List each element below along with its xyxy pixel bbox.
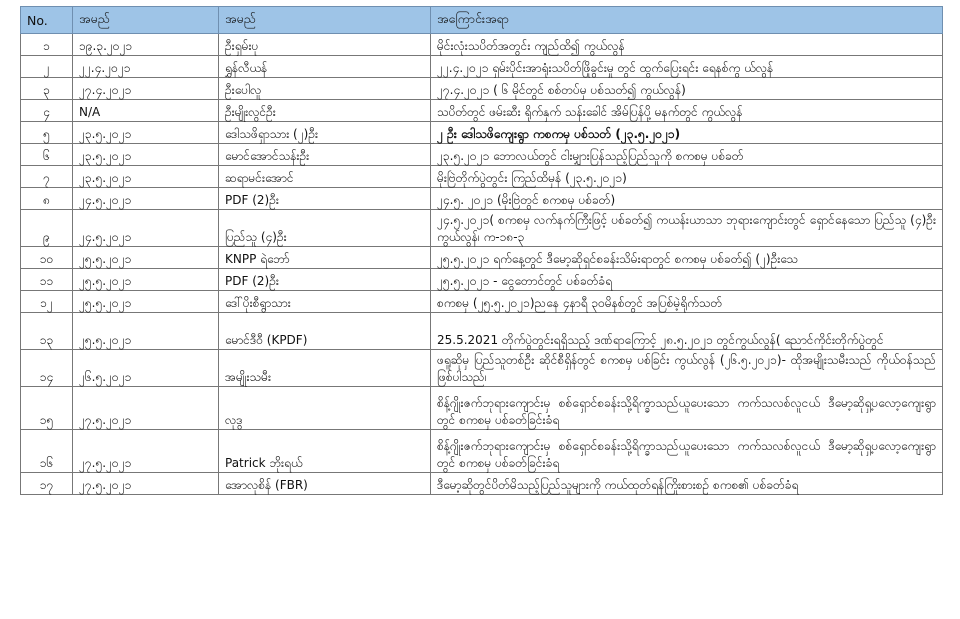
table-row <box>21 430 943 473</box>
table-row <box>21 247 943 269</box>
table-row <box>21 122 943 144</box>
table-row <box>21 100 943 122</box>
cell-no: ၁၂ <box>21 291 73 313</box>
header-description: အကြောင်းအရာ <box>431 7 943 34</box>
table-row <box>21 78 943 100</box>
cell-date: ၁၉.၃.၂၀၂၁ <box>73 34 219 56</box>
cell-description: ဒီမော့ဆိုတွင်ပိတ်မိသည့်ပြည်သူများကို ကယ်ထုတ်ရန်ကြိုးစားစဥ် စကစ၏ ပစ်ခတ်ခံရ <box>431 473 943 495</box>
cell-no: ၁၅ <box>21 387 73 430</box>
table-row <box>21 387 943 430</box>
cell-date: ၂၅.၅.၂၀၂၁ <box>73 269 219 291</box>
cell-no: ၁ <box>21 34 73 56</box>
cell-no: ၅ <box>21 122 73 144</box>
cell-description: ၂၄.၅. ၂၀၂၁ (မိုးဗြဲတွင် စကစမှ ပစ်ခတ်) <box>431 188 943 210</box>
cell-date: ၂၆.၅.၂၀၂၁ <box>73 350 219 387</box>
cell-description: ၂၂.၄.၂၀၂၁ ရှမ်းပိုင်းအာရုံးသပိတ်ဖြိုခွင်းမှု တွင် ထွက်ပြေးရင်း ရေနစ်ကွ ယ်လွန် <box>431 56 943 78</box>
table-header-row <box>21 7 943 34</box>
cell-no: ၁၇ <box>21 473 73 495</box>
cell-description: မိုးဗြဲတိုက်ပွဲတွင်း ကြည်ထိမှန် (၂၃.၅.၂၀၂၁) <box>431 166 943 188</box>
cell-description: စကစမှ (၂၅.၅.၂၀၂၁)ညနေ ၄နာရီ ၃၀မိနစ်တွင် အပြစ်မဲ့ရိုက်သတ် <box>431 291 943 313</box>
cell-name: လုဒွ <box>219 387 431 430</box>
cell-no: ၁၆ <box>21 430 73 473</box>
cell-description: သပိတ်တွင် ဖမ်းဆီး ရိုက်နှက် သန်းခေါင် အိမ်ပြန်ပို့ မနက်တွင် ကွယ်လွန် <box>431 100 943 122</box>
cell-no: ၁၃ <box>21 313 73 350</box>
table-row <box>21 473 943 495</box>
table-row <box>21 188 943 210</box>
cell-date: ၂၇.၅.၂၀၂၁ <box>73 473 219 495</box>
table-row <box>21 210 943 247</box>
cell-name: ဆရာမင်းအောင် <box>219 166 431 188</box>
cell-date: ၂၅.၅.၂၀၂၁ <box>73 291 219 313</box>
cell-date: ၂၇.၄.၂၀၂၁ <box>73 78 219 100</box>
table-row <box>21 313 943 350</box>
table-row <box>21 269 943 291</box>
cell-name: ဦးပေါလူ <box>219 78 431 100</box>
cell-description: ၂၃.၅.၂၀၂၁ ဘောလယ်တွင် ငါးမျှားပြန်သည့်ပြည်သူကို စကစမှ ပစ်ခတ် <box>431 144 943 166</box>
cell-description: ၂၅.၅.၂၀၂၁ - ငွေတောင်တွင် ပစ်ခတ်ခံရ <box>431 269 943 291</box>
cell-description: ၂၇.၄.၂၀၂၁ ( ၆ မိုင်တွင် စစ်တပ်မှ ပစ်သတ်၍ ကွယ်လွန်) <box>431 78 943 100</box>
header-date: အမည် <box>73 7 219 34</box>
cell-name: ဒေါ်ပိုးစီရွာသား <box>219 291 431 313</box>
cell-date: ၂၅.၅.၂၀၂၁ <box>73 247 219 269</box>
cell-name: PDF (2)ဦး <box>219 188 431 210</box>
cell-description: မိုင်းလုံးသပိတ်အတွင်း ကျည်ထိ၍ ကွယ်လွန် <box>431 34 943 56</box>
cell-no: ၃ <box>21 78 73 100</box>
cell-no: ၈ <box>21 188 73 210</box>
cell-date: N/A <box>73 100 219 122</box>
cell-name: အောလုစိန် (FBR) <box>219 473 431 495</box>
cell-name: မောင်ဒီဝီ (KPDF) <box>219 313 431 350</box>
cell-date: ၂၇.၅.၂၀၂၁ <box>73 430 219 473</box>
cell-no: ၁၀ <box>21 247 73 269</box>
table-row <box>21 291 943 313</box>
table-row <box>21 34 943 56</box>
cell-name: ဒေါသဖိရှာသား (၂)ဦး <box>219 122 431 144</box>
cell-no: ၁၁ <box>21 269 73 291</box>
cell-name: အမျိုးသမီး <box>219 350 431 387</box>
cell-name: ဦးရှမ်းပု <box>219 34 431 56</box>
cell-name: PDF (2)ဦး <box>219 269 431 291</box>
cell-description: ၂၅.၅.၂၀၂၁ ရက်နေ့တွင် ဒီမော့ဆိုရှင်စခန်းသိမ်းရာတွင် စကစမှ ပစ်ခတ်၍ (၂)ဦးသေ <box>431 247 943 269</box>
table-row <box>21 56 943 78</box>
cell-name: KNPP ရဲဘော် <box>219 247 431 269</box>
cell-name: ပြည်သူ (၄)ဦး <box>219 210 431 247</box>
cell-no: ၄ <box>21 100 73 122</box>
cell-no: ၆ <box>21 144 73 166</box>
header-no: No. <box>21 7 73 34</box>
cell-date: ၂၃.၅.၂၀၂၁ <box>73 166 219 188</box>
cell-description: 25.5.2021 တိုက်ပွဲတွင်းရရှိသည့် ဒဏ်ရာကြောင့် ၂၈.၅.၂၀၂၁ တွင်ကွယ်လွန်( ညောင်ကိုင်းတိုက်ပွဲတွင် <box>431 313 943 350</box>
table-body <box>21 34 943 495</box>
cell-no: ၉ <box>21 210 73 247</box>
incident-table-container <box>20 6 942 495</box>
cell-name: ရွှန်လီယန် <box>219 56 431 78</box>
incident-table <box>20 6 943 495</box>
cell-name: ဦးမျိုးလွင်ဦး <box>219 100 431 122</box>
cell-date: ၂၅.၅.၂၀၂၁ <box>73 313 219 350</box>
cell-date: ၂၄.၅.၂၀၂၁ <box>73 188 219 210</box>
cell-description: စိန့်ဂျိုးဇက်ဘုရားကျောင်းမှ စစ်ရှောင်စခန်းသို့ရိက္ခာသည်ယူပေးသော ကက်သလစ်လူငယ် ဒီမော့ဆိုရှ့ပလော့ကျေးရွာတွင် စကစမှ ပစ်ခတ်ခြင်းခံရ <box>431 387 943 430</box>
cell-name: မောင်အောင်သန်းဦး <box>219 144 431 166</box>
header-name: အမည် <box>219 7 431 34</box>
cell-description: ၂၄.၅.၂၀၂၁( စကစမှ လက်နက်ကြီးဖြင့် ပစ်ခတ်၍ ကယန်းယာသာ ဘုရားကျောင်းတွင် ရှောင်နေသော ပြည်သူ (၄)ဦး ကွယ်လွန်၊ က-၁၈-၃ <box>431 210 943 247</box>
cell-description: ဖရူဆိုမှ ပြည်သူတစ်ဦး ဆိုင်စီရှိန်တွင် စကစမှ ပစ်ခြင်း ကွယ်လွန် (၂၆.၅.၂၀၂၁)- ထိုအမျိုးသမီးသည် ကိုယ်ဝန်သည်ဖြစ်ပါသည်၊ <box>431 350 943 387</box>
cell-date: ၂၇.၅.၂၀၂၁ <box>73 387 219 430</box>
cell-date: ၂၃.၅.၂၀၂၁ <box>73 144 219 166</box>
cell-description: စိန့်ဂျိုးဇက်ဘုရားကျောင်းမှ စစ်ရှောင်စခန်းသို့ရိက္ခာသည်ယူပေးသော ကက်သလစ်လူငယ် ဒီမော့ဆိုရှ့ပလော့ကျေးရွာတွင် စကစမှ ပစ်ခတ်ခြင်းခံရ <box>431 430 943 473</box>
cell-description: ၂ ဦး ဒေါသဖိကျေးရွာ ကစကမှ ပစ်သတ် (၂၃.၅.၂၀၂၁) <box>431 122 943 144</box>
table-row <box>21 144 943 166</box>
cell-name: Patrick ဘိုးရယ် <box>219 430 431 473</box>
table-row <box>21 166 943 188</box>
table-row <box>21 350 943 387</box>
cell-no: ၁၄ <box>21 350 73 387</box>
cell-date: ၂၂.၄.၂၀၂၁ <box>73 56 219 78</box>
cell-no: ၇ <box>21 166 73 188</box>
cell-no: ၂ <box>21 56 73 78</box>
cell-date: ၂၃.၅.၂၀၂၁ <box>73 122 219 144</box>
cell-date: ၂၄.၅.၂၀၂၁ <box>73 210 219 247</box>
